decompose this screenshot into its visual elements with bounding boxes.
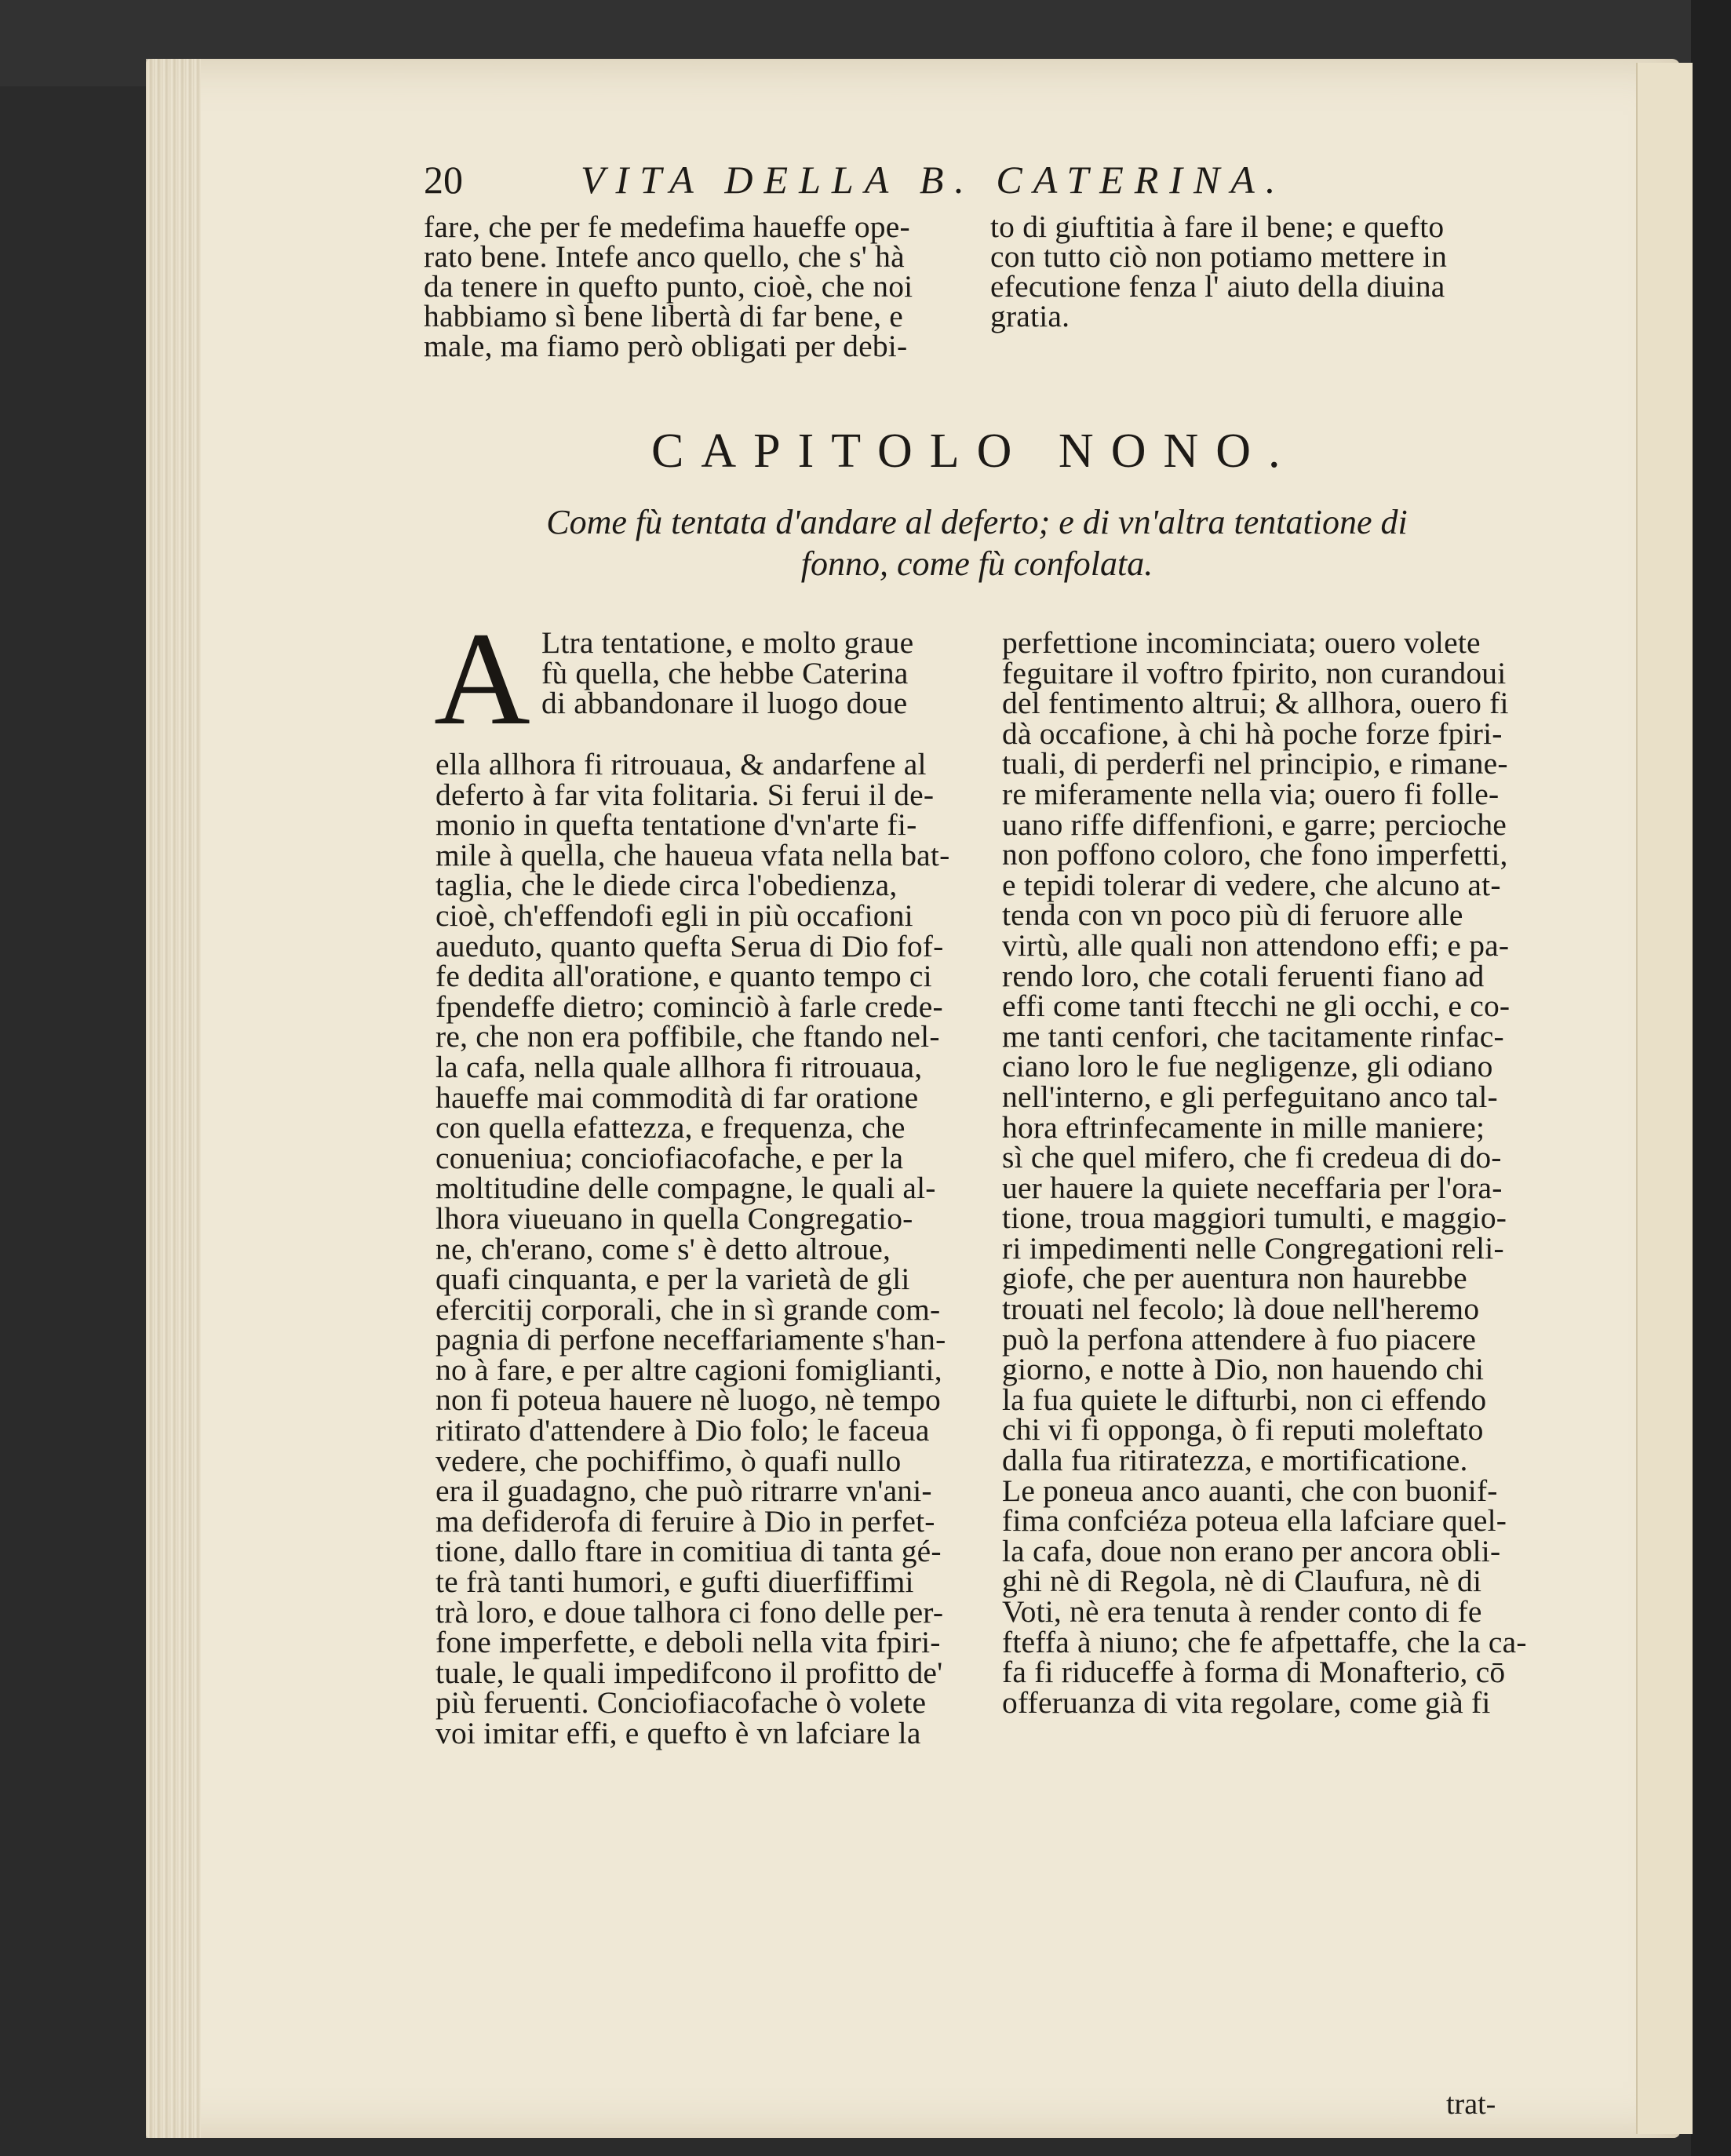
drop-cap: A — [434, 605, 530, 752]
text-line: re miferamente nella via; ouero fi folle- — [1002, 776, 1500, 811]
page-number: 20 — [424, 158, 463, 202]
text-line: fù quella, che hebbe Caterina — [541, 655, 909, 690]
text-line: fe dedita all'oratione, e quanto tempo ci — [435, 959, 932, 994]
facing-page-edge — [1636, 63, 1693, 2134]
catchword: trat- — [1446, 2088, 1496, 2121]
text-line: dalla fua ritiratezza, e mortificatione. — [1002, 1443, 1468, 1478]
text-line: taglia, che le diede circa l'obedienza, — [435, 868, 898, 903]
text-line: trà loro, e doue talhora ci fono delle per- — [435, 1594, 944, 1630]
chapter-subtitle-line-1: Come fù tentata d'andare al deferto; e di vn'altra tentatione di — [546, 503, 1408, 541]
text-line: chi vi fi opponga, ò fi reputi moleftato — [1002, 1412, 1484, 1448]
body-left-column — [435, 749, 969, 1749]
running-title: VITA DELLA B. CATERINA. — [581, 158, 1287, 202]
text-line: Le poneua anco auanti, che con buonif- — [1002, 1473, 1498, 1508]
text-line: ciano loro le fue negligenze, gli odiano — [1002, 1049, 1493, 1084]
text-line: trouati nel fecolo; là doue nell'heremo — [1002, 1291, 1480, 1327]
text-line: deferto à far vita folitaria. Si ferui il de- — [435, 777, 935, 812]
text-line: giofe, che per auentura non haurebbe — [1002, 1261, 1467, 1296]
text-line: fone imperfette, e deboli nella vita fpiri- — [435, 1625, 941, 1660]
text-line: virtù, alle quali non attendono effi; e pa- — [1002, 927, 1510, 963]
chapter-heading: CAPITOLO NONO. — [651, 424, 1298, 478]
text-line: cioè, ch'effendofi egli in più occafioni — [435, 898, 913, 933]
text-line: uer hauere la quiete neceffaria per l'ora- — [1002, 1170, 1503, 1205]
text-line: quafi cinquanta, e per la varietà de gli — [435, 1262, 910, 1297]
text-line: la cafa, doue non erano per ancora obli- — [1002, 1533, 1501, 1568]
text-line: habbiamo sì bene libertà di far bene, e — [424, 299, 904, 333]
text-line: uano riffe diffenfioni, e garre; percioche — [1002, 807, 1507, 842]
text-line: non poffono coloro, che fono imperfetti, — [1002, 837, 1508, 872]
text-line: più feruenti. Conciofiacofache ò volete — [435, 1685, 927, 1721]
text-line: efecutione fenza l' aiuto della diuina — [990, 269, 1445, 304]
text-line: dà occafione, à chi hà poche forze fpiri- — [1002, 716, 1503, 751]
text-line: rendo loro, che cotali feruenti fiano ad — [1002, 958, 1485, 993]
text-line: sì che quel mifero, che fi credeua di do- — [1002, 1140, 1502, 1175]
text-line: to di giuftitia à fare il bene; e quefto — [990, 209, 1445, 244]
text-line: mile à quella, che haueua vfata nella bat- — [435, 837, 950, 872]
text-line: fa fi riduceffe à forma di Monafterio, cō — [1002, 1655, 1506, 1690]
text-line: ma defiderofa di feruire à Dio in perfet- — [435, 1503, 935, 1539]
text-line: conueniua; conciofiacofache, e per la — [435, 1140, 904, 1175]
text-line: e tepidi tolerar di vedere, che alcuno at- — [1002, 867, 1501, 902]
text-line: feguitare il voftro fpirito, non curandoui — [1002, 655, 1507, 690]
text-line: hora eftrinfecamente in mille maniere; — [1002, 1109, 1485, 1145]
text-line: tenda con vn poco più di feruore alle — [1002, 898, 1463, 933]
text-line: perfettione incominciata; ouero volete — [1002, 625, 1481, 660]
text-line: tuali, di perderfi nel principio, e rimane- — [1002, 746, 1508, 781]
text-line: pagnia di perfone neceffariamente s'han- — [435, 1322, 946, 1357]
page-edges — [146, 59, 201, 2138]
body-left-top-column — [541, 625, 965, 721]
text-line: la fua quiete le difturbi, non ci effendo — [1002, 1382, 1487, 1417]
text-line: me tanti cenfori, che tacitamente rinfac- — [1002, 1018, 1504, 1054]
top-right-column — [990, 209, 1540, 333]
text-line: tione, dallo ftare in comitiua di tanta gé- — [435, 1534, 942, 1569]
text-line: era il guadagno, che può ritrarre vn'ani- — [435, 1473, 932, 1509]
text-line: rato bene. Intefe anco quello, che s' hà — [424, 239, 905, 274]
text-line: tione, troua maggiori tumulti, e maggio- — [1002, 1200, 1507, 1236]
text-line: haueffe mai commodità di far oratione — [435, 1080, 919, 1115]
text-line: offeruanza di vita regolare, come già fi — [1002, 1684, 1491, 1720]
text-line: Ltra tentatione, e molto graue — [541, 625, 914, 660]
top-left-column — [424, 209, 965, 363]
text-line: re, che non era poffibile, che ftando nel- — [435, 1019, 940, 1054]
text-line: non fi poteua hauere nè luogo, nè tempo — [435, 1382, 941, 1418]
text-line: vedere, che pochiffimo, ò quafi nullo — [435, 1443, 902, 1478]
text-line: la cafa, nella quale allhora fi ritrouaua, — [435, 1049, 923, 1084]
text-line: te frà tanti humori, e gufti diuerfiffimi — [435, 1564, 914, 1600]
text-line: fteffa à niuno; che fe afpettaffe, che la ca- — [1002, 1624, 1527, 1659]
text-line: Voti, nè era tenuta à render conto di fe — [1002, 1594, 1482, 1629]
text-line: ritirato d'attendere à Dio folo; le faceua — [435, 1413, 930, 1448]
text-line: gratia. — [990, 299, 1070, 333]
text-line: no à fare, e per altre cagioni fomiglianti, — [435, 1352, 942, 1387]
text-line: ri impedimenti nelle Congregationi reli- — [1002, 1230, 1504, 1266]
chapter-subtitle-line-2: fonno, come fù confolata. — [800, 544, 1153, 583]
text-line: monio in quefta tentatione d'vn'arte fi- — [435, 807, 917, 843]
text-line: da tenere in quefto punto, cioè, che noi — [424, 269, 913, 304]
text-line: ella allhora fi ritrouaua, & andarfene al — [435, 747, 927, 781]
text-line: tuale, le quali impedifcono il profitto de' — [435, 1655, 943, 1690]
text-line: ne, ch'erano, come s' è detto altroue, — [435, 1231, 891, 1266]
text-line: giorno, e notte à Dio, non hauendo chi — [1002, 1352, 1485, 1387]
text-line: del fentimento altrui; & allhora, ouero fi — [1002, 686, 1509, 721]
scan-backdrop-right — [1691, 0, 1731, 2156]
text-line: con tutto ciò non potiamo mettere in — [990, 239, 1448, 274]
text-line: aueduto, quanto quefta Serua di Dio fof- — [435, 928, 944, 963]
text-line: nell'interno, e gli perfeguitano anco tal- — [1002, 1079, 1498, 1114]
text-line: efercitij corporali, che in sì grande com- — [435, 1291, 941, 1327]
text-line: con quella efattezza, e frequenza, che — [435, 1110, 906, 1145]
text-line: fpendeffe dietro; cominciò à farle crede- — [435, 989, 943, 1024]
text-line: ghi nè di Regola, nè di Claufura, nè di — [1002, 1564, 1482, 1599]
text-line: moltitudine delle compagne, le quali al- — [435, 1171, 936, 1206]
text-line: fima confciéza poteua ella lafciare quel- — [1002, 1503, 1507, 1539]
text-line: di abbandonare il luogo doue — [541, 686, 908, 721]
text-line: lhora viueuano in quella Congregatio- — [435, 1200, 913, 1236]
text-line: voi imitar effi, e quefto è vn lafciare la — [435, 1716, 921, 1750]
text-line: effi come tanti ftecchi ne gli occhi, e co- — [1002, 989, 1511, 1024]
text-line: fare, che per fe medefima haueffe ope- — [424, 209, 910, 244]
text-line: può la perfona attendere à fuo piacere — [1002, 1321, 1477, 1357]
page-header — [424, 157, 1428, 212]
body-right-column — [1002, 625, 1536, 1720]
text-line: male, ma fiamo però obligati per debi- — [424, 329, 908, 363]
